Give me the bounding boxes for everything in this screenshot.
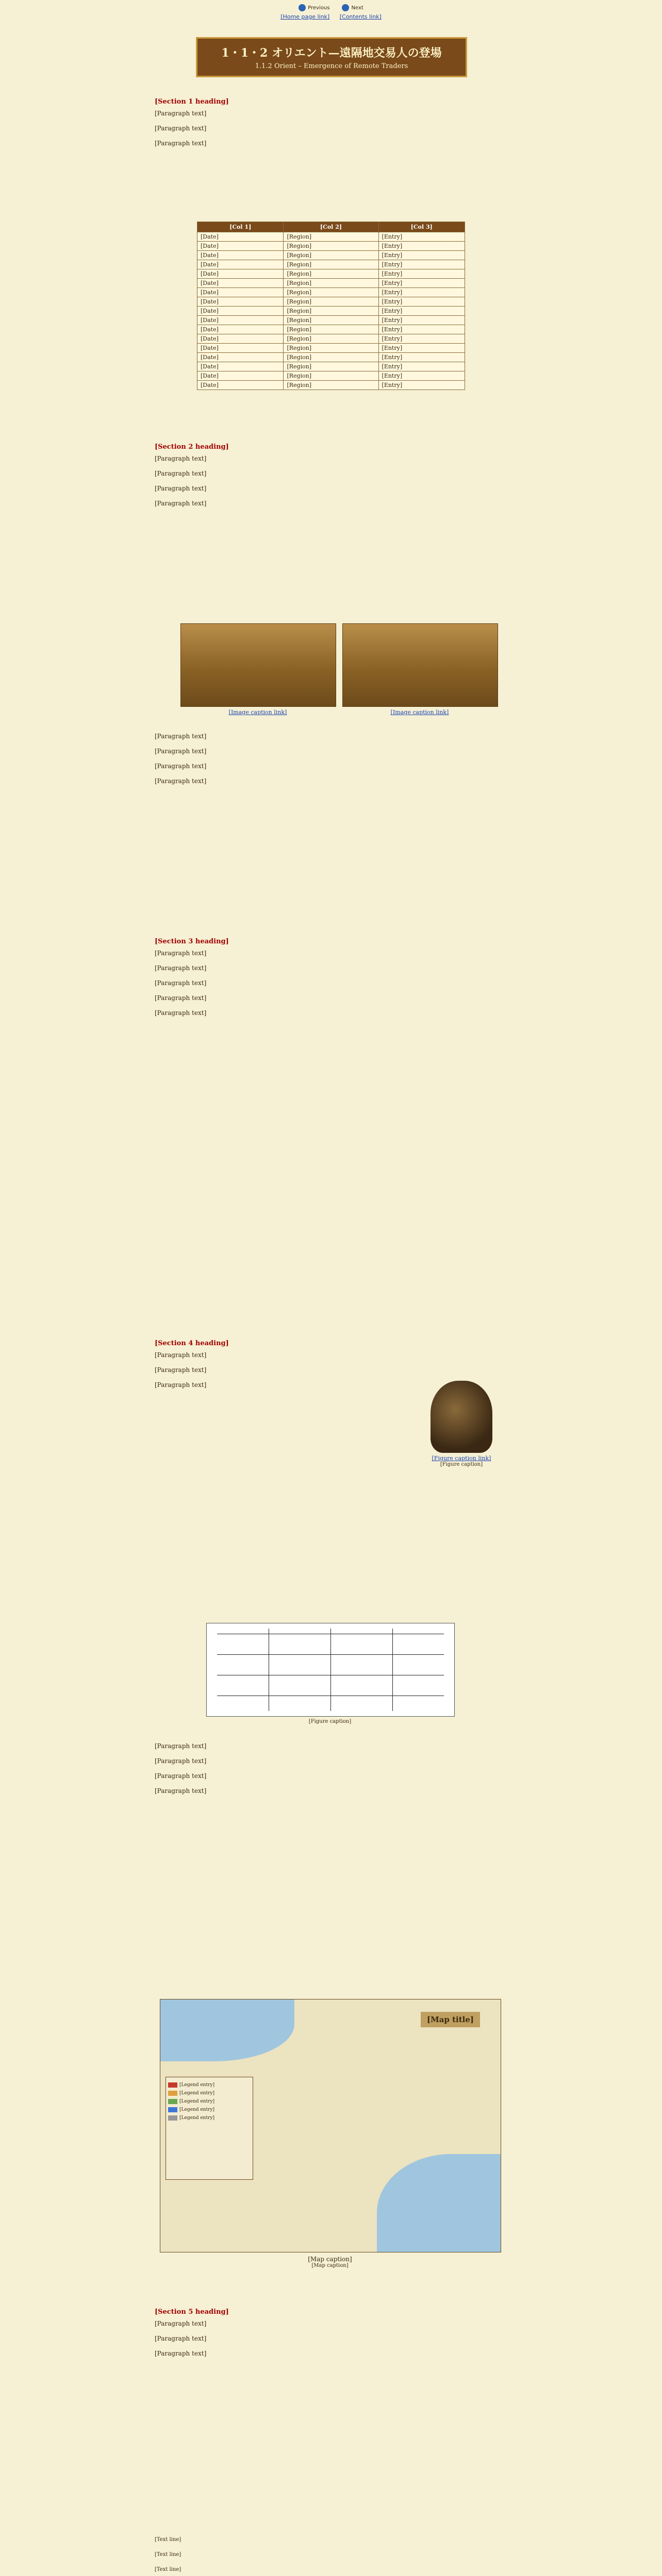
table-row	[197, 344, 465, 353]
legend-swatch	[168, 2082, 177, 2088]
section-1-heading: [Section 1 heading]	[155, 98, 229, 106]
next-button[interactable]	[342, 4, 363, 11]
legend-swatch	[168, 2099, 177, 2104]
diagram-line	[392, 1629, 393, 1711]
chronology-diagram-figure	[206, 1623, 454, 1726]
map-legend-item	[168, 2115, 251, 2121]
table-cell: [Region]	[284, 316, 378, 325]
section-2-heading: [Section 2 heading]	[155, 443, 229, 451]
table-cell: [Entry]	[378, 316, 465, 325]
map-legend	[166, 2077, 253, 2180]
table-cell: [Date]	[197, 353, 284, 362]
table-cell: [Entry]	[378, 242, 465, 251]
map-caption: [Map caption]	[308, 2256, 352, 2263]
cylinder-seal-impression-image	[342, 623, 498, 707]
table-cell: [Entry]	[378, 279, 465, 288]
paragraph: [Paragraph text]	[155, 979, 207, 987]
text-line: [Text line]	[155, 2552, 181, 2557]
table-row	[197, 381, 465, 390]
table-cell: [Entry]	[378, 288, 465, 297]
diagram-caption: [Figure caption]	[308, 1719, 352, 1724]
paragraph: [Paragraph text]	[155, 1351, 207, 1359]
table-cell: [Date]	[197, 279, 284, 288]
previous-button[interactable]	[299, 4, 329, 11]
table-row	[197, 371, 465, 381]
previous-label: Previous	[308, 5, 330, 11]
paragraph: [Paragraph text]	[155, 1381, 207, 1388]
table-cell: [Date]	[197, 316, 284, 325]
legend-swatch	[168, 2107, 177, 2112]
paragraph: [Paragraph text]	[155, 485, 207, 492]
table-cell: [Date]	[197, 381, 284, 390]
table-cell: [Region]	[284, 260, 378, 269]
seal-caption-right[interactable]: [Image caption link]	[390, 709, 449, 716]
bust-subcaption: [Figure caption]	[440, 1462, 483, 1467]
section-3	[155, 938, 507, 1023]
section-4-continued	[155, 1741, 507, 1801]
paragraph: [Paragraph text]	[155, 777, 207, 785]
table-cell: [Entry]	[378, 232, 465, 242]
map-legend-label: [Legend entry]	[179, 2107, 214, 2112]
map-legend-label: [Legend entry]	[179, 2099, 214, 2104]
bust-caption[interactable]: [Figure caption link]	[432, 1455, 491, 1462]
table-cell: [Region]	[284, 232, 378, 242]
page-title: 1・1・2 オリエント—遠隔地交易人の登場	[221, 46, 442, 60]
table-header: [Col 2]	[284, 222, 378, 232]
bottom-text-block	[155, 2535, 309, 2576]
top-navigation	[0, 4, 662, 20]
map-legend-item	[168, 2107, 251, 2112]
map-legend-item	[168, 2091, 251, 2096]
paragraph: [Paragraph text]	[155, 1772, 207, 1780]
table-cell: [Entry]	[378, 353, 465, 362]
section-5	[155, 2308, 507, 2364]
map-subcaption: [Map caption]	[311, 2263, 349, 2268]
paragraph: [Paragraph text]	[155, 748, 207, 755]
paragraph: [Paragraph text]	[155, 500, 207, 507]
paragraph: [Paragraph text]	[155, 1009, 207, 1016]
home-link[interactable]: [Home page link]	[280, 13, 330, 20]
table-cell: [Date]	[197, 232, 284, 242]
map-title: [Map title]	[421, 2012, 480, 2027]
table-row	[197, 325, 465, 334]
table-cell: [Region]	[284, 269, 378, 279]
text-line: [Text line]	[155, 2567, 181, 2572]
map-sea	[377, 2154, 501, 2252]
table-row	[197, 251, 465, 260]
paragraph: [Paragraph text]	[155, 964, 207, 972]
map-legend-item	[168, 2099, 251, 2104]
table-cell: [Date]	[197, 344, 284, 353]
table-row	[197, 279, 465, 288]
table-cell: [Entry]	[378, 297, 465, 307]
paragraph: [Paragraph text]	[155, 110, 207, 117]
table-cell: [Entry]	[378, 251, 465, 260]
paragraph: [Paragraph text]	[155, 1742, 207, 1750]
table-cell: [Entry]	[378, 269, 465, 279]
table-cell: [Date]	[197, 260, 284, 269]
sargon-bust-figure	[418, 1381, 505, 1494]
table-row	[197, 316, 465, 325]
paragraph: [Paragraph text]	[155, 1787, 207, 1794]
page-title-english: 1.1.2 Orient – Emergence of Remote Traders	[255, 62, 408, 70]
table-cell: [Date]	[197, 307, 284, 316]
paragraph: [Paragraph text]	[155, 2320, 207, 2327]
section-4	[155, 1340, 402, 1395]
cylinder-seal-image	[180, 623, 336, 707]
table-cell: [Region]	[284, 297, 378, 307]
paragraph: [Paragraph text]	[155, 950, 207, 957]
table-row	[197, 334, 465, 344]
previous-arrow-icon	[299, 4, 306, 11]
table-cell: [Entry]	[378, 344, 465, 353]
table-cell: [Date]	[197, 269, 284, 279]
paragraph: [Paragraph text]	[155, 994, 207, 1002]
table-row	[197, 269, 465, 279]
table-cell: [Region]	[284, 242, 378, 251]
table-row	[197, 307, 465, 316]
legend-swatch	[168, 2091, 177, 2096]
table-cell: [Entry]	[378, 325, 465, 334]
sargon-bust-image	[431, 1381, 492, 1453]
table-cell: [Entry]	[378, 260, 465, 269]
table-cell: [Region]	[284, 288, 378, 297]
paragraph: [Paragraph text]	[155, 762, 207, 770]
table-cell: [Entry]	[378, 381, 465, 390]
table-row	[197, 353, 465, 362]
map-legend-label: [Legend entry]	[179, 2091, 214, 2096]
table-row	[197, 242, 465, 251]
legend-swatch	[168, 2115, 177, 2121]
map-sea	[160, 1999, 294, 2061]
section-2	[155, 443, 507, 514]
next-arrow-icon	[342, 4, 349, 11]
table-header: [Col 1]	[197, 222, 284, 232]
map-legend-label: [Legend entry]	[179, 2082, 214, 2088]
section-1	[155, 98, 507, 154]
paragraph: [Paragraph text]	[155, 140, 207, 147]
table-row	[197, 260, 465, 269]
table-header: [Col 3]	[378, 222, 465, 232]
paragraph: [Paragraph text]	[155, 470, 207, 477]
table-row	[197, 288, 465, 297]
paragraph: [Paragraph text]	[155, 2335, 207, 2342]
table-cell: [Region]	[284, 353, 378, 362]
page-title-box	[196, 37, 467, 77]
table-cell: [Date]	[197, 242, 284, 251]
paragraph: [Paragraph text]	[155, 733, 207, 740]
table-cell: [Date]	[197, 371, 284, 381]
table-cell: [Region]	[284, 325, 378, 334]
diagram-line	[330, 1629, 331, 1711]
table-cell: [Date]	[197, 325, 284, 334]
table-cell: [Region]	[284, 362, 378, 371]
table-cell: [Region]	[284, 279, 378, 288]
section-4-heading: [Section 4 heading]	[155, 1340, 229, 1347]
section-3-heading: [Section 3 heading]	[155, 938, 229, 945]
akkad-map	[160, 1999, 501, 2252]
chronology-diagram	[206, 1623, 455, 1717]
paragraph: [Paragraph text]	[155, 455, 207, 462]
paragraph: [Paragraph text]	[155, 1366, 207, 1374]
table-cell: [Region]	[284, 371, 378, 381]
table-row	[197, 297, 465, 307]
table-cell: [Entry]	[378, 362, 465, 371]
table-cell: [Date]	[197, 288, 284, 297]
cylinder-seal-figure-left	[180, 623, 335, 721]
section-2-continued	[155, 732, 507, 791]
table-cell: [Region]	[284, 307, 378, 316]
table-cell: [Date]	[197, 251, 284, 260]
section-5-heading: [Section 5 heading]	[155, 2308, 229, 2316]
paragraph: [Paragraph text]	[155, 2350, 207, 2357]
table-cell: [Region]	[284, 251, 378, 260]
next-label: Next	[351, 5, 363, 11]
paragraph: [Paragraph text]	[155, 1757, 207, 1765]
paragraph: [Paragraph text]	[155, 125, 207, 132]
seal-caption-left[interactable]: [Image caption link]	[228, 709, 287, 716]
table-cell: [Date]	[197, 334, 284, 344]
cylinder-seal-figure-right	[342, 623, 497, 721]
table-cell: [Entry]	[378, 371, 465, 381]
table-cell: [Region]	[284, 344, 378, 353]
table-cell: [Entry]	[378, 307, 465, 316]
map-legend-label: [Legend entry]	[179, 2115, 214, 2121]
table-row	[197, 232, 465, 242]
chronology-table-wrap	[155, 222, 507, 390]
text-line: [Text line]	[155, 2537, 181, 2543]
map-legend-item	[168, 2082, 251, 2088]
table-header-row	[197, 222, 465, 232]
table-cell: [Region]	[284, 334, 378, 344]
akkad-map-figure	[160, 1999, 500, 2277]
table-row	[197, 362, 465, 371]
table-cell: [Entry]	[378, 334, 465, 344]
contents-link[interactable]: [Contents link]	[339, 13, 382, 20]
table-cell: [Date]	[197, 362, 284, 371]
chronology-table	[197, 222, 465, 390]
table-cell: [Date]	[197, 297, 284, 307]
table-cell: [Region]	[284, 381, 378, 390]
